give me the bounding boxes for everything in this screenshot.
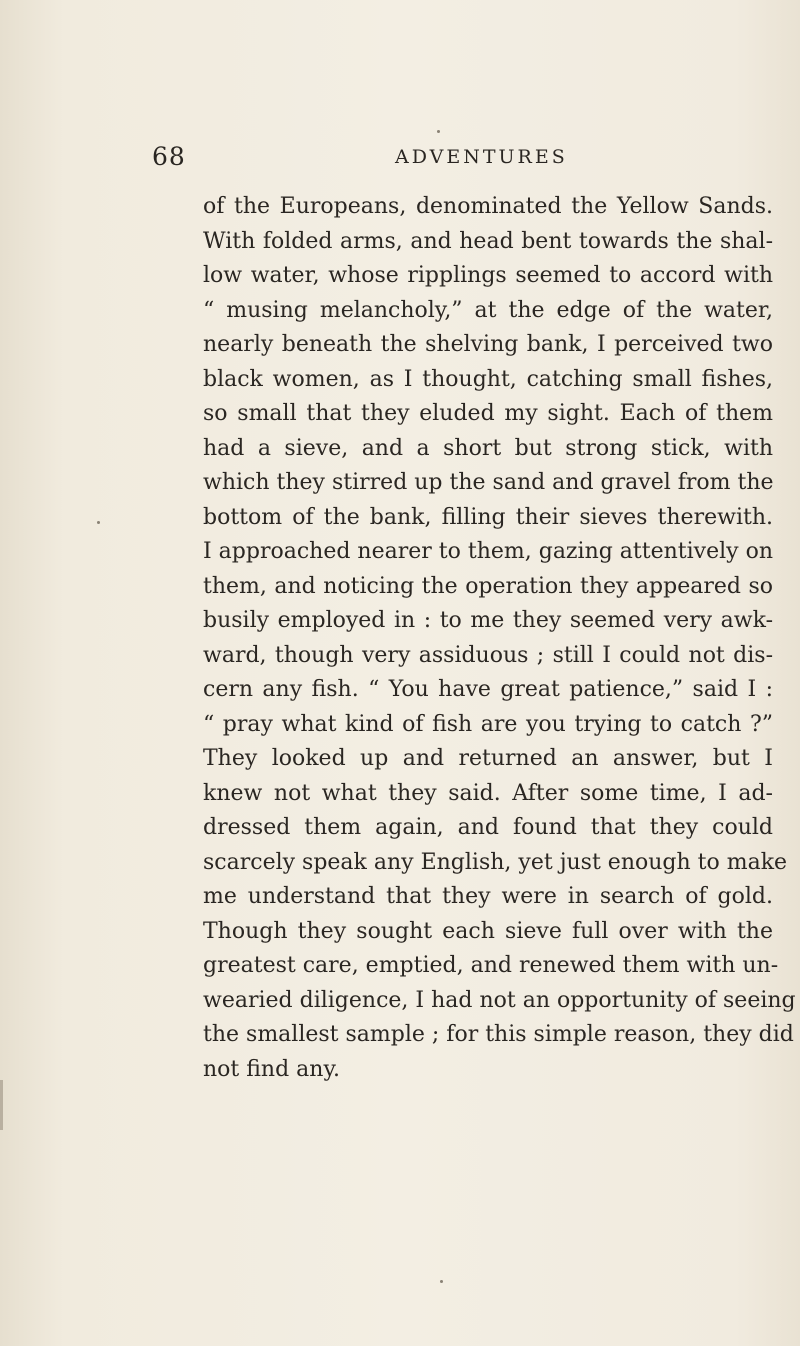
text-line: of the Europeans, denominated the Yellow Sands. (203, 194, 773, 219)
page-edge-mark (0, 1080, 3, 1130)
text-line: scarcely speak any English, yet just enough to make (203, 849, 788, 875)
text-line: cern any fish. “ You have great patience,” said I : (203, 677, 773, 702)
text-line: greatest care, emptied, and renewed them with un- (203, 953, 779, 978)
text-line: dressed them again, and found that they could (203, 815, 773, 840)
page-number: 68 (152, 142, 186, 171)
text-line: ward, though very assiduous ; still I could not dis- (203, 642, 773, 668)
text-line: “ musing melancholy,” at the edge of the water, (203, 297, 773, 323)
paper-speck (440, 1280, 443, 1283)
text-line: knew not what they said. After some time, I ad- (203, 780, 773, 806)
text-line: With folded arms, and head bent towards the shal- (203, 228, 773, 254)
body-text (203, 190, 796, 1087)
text-line: low water, whose ripplings seemed to accord with (203, 263, 773, 288)
text-line: wearied diligence, I had not an opportunity of seeing (203, 987, 796, 1013)
text-line: nearly beneath the shelving bank, I perceived two (203, 332, 773, 357)
paper-speck (97, 521, 100, 524)
text-line: them, and noticing the operation they appeared so (203, 573, 773, 599)
text-line: which they stirred up the sand and gravel from the (203, 470, 774, 495)
paper-speck (437, 130, 440, 133)
text-line: black women, as I thought, catching small fishes, (203, 366, 773, 392)
text-line: had a sieve, and a short but strong stick, with (203, 435, 773, 461)
text-line: “ pray what kind of fish are you trying to catch ?” (203, 711, 773, 737)
text-line: me understand that they were in search of gold. (203, 884, 773, 909)
text-line: the smallest sample ; for this simple reason, they did (203, 1022, 794, 1047)
text-line: so small that they eluded my sight. Each of them (203, 401, 773, 426)
text-line: busily employed in : to me they seemed very awk- (203, 608, 773, 633)
running-head: ADVENTURES (395, 146, 568, 168)
text-line: They looked up and returned an answer, but I (203, 746, 773, 771)
text-line: Though they sought each sieve full over with the (203, 918, 773, 944)
text-line: bottom of the bank, filling their sieves therewith. (203, 504, 773, 530)
text-line: not find any. (203, 1056, 340, 1082)
text-line: I approached nearer to them, gazing attentively on (203, 539, 773, 564)
